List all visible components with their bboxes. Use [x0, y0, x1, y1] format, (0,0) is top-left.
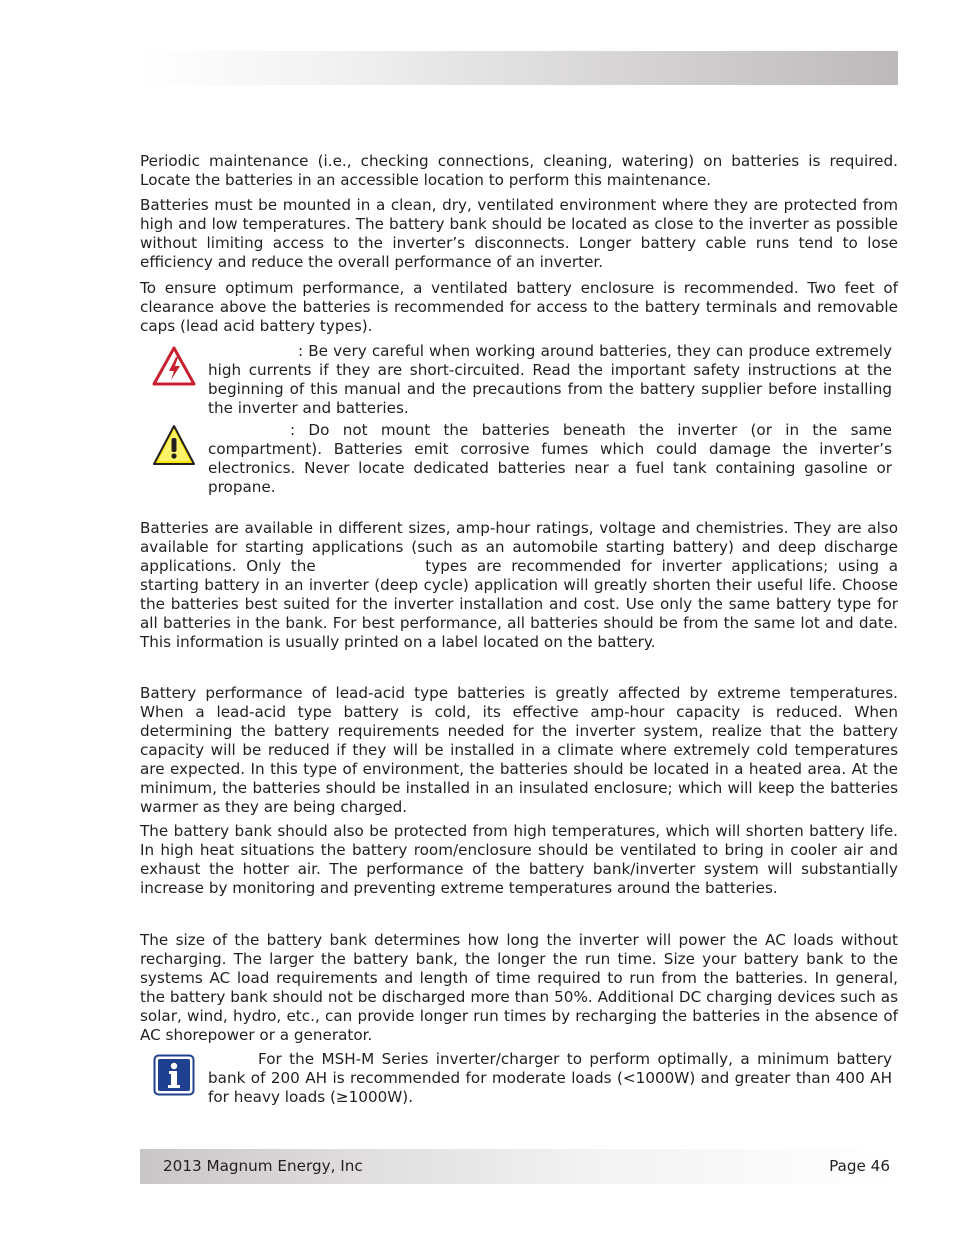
warning-note [208, 342, 892, 418]
caution-text: : Do not mount the batteries beneath the inverter (or in the same compartment). Batteries emit corrosive fumes which could damage the inverter’s electronics. Never locate dedicated batteries near a fuel tank containing gasoline or propane. [208, 421, 892, 496]
paragraph-bank-size: The size of the battery bank determines how long the inverter will power the AC loads without recharging. The larger the battery bank, the longer the run time. Size your battery bank to the systems AC load requirements and length of time required to run from the batteries. In general, the battery bank should not be discharged more than 50%. Additional DC charging devices such as solar, wind, hydro, etc., can provide longer run times by recharging the batteries in the absence of AC shorepower or a generator. [140, 931, 898, 1044]
electrical-hazard-icon [152, 345, 196, 387]
info-note [208, 1050, 892, 1107]
paragraph-maintenance: Periodic maintenance (i.e., checking connections, cleaning, watering) on batteries is required. Locate the batteries in an accessible location to perform this maintenance. [140, 152, 898, 189]
caution-exclamation-icon [152, 423, 196, 467]
header-bar [140, 51, 898, 85]
paragraph-mounting: Batteries must be mounted in a clean, dry, ventilated environment where they are protected from high and low temperatures. The battery bank should be located as close to the inverter as possible without limiting access to the inverter’s disconnects. Longer battery cable runs tend to lose efficiency and reduce the overall performance of an inverter. [140, 196, 898, 271]
battery-types-text-start: Batteries are available in different sizes, amp-hour ratings, voltage and chemistries. They are also available for starting applications (such as an automobile starting battery) and deep discharge applications. Only the [140, 519, 898, 575]
footer-copyright: 2013 Magnum Energy, Inc [163, 1157, 363, 1175]
info-icon [153, 1054, 195, 1096]
paragraph-battery-types [140, 519, 898, 652]
paragraph-temperature-hot: The battery bank should also be protected from high temperatures, which will shorten battery life. In high heat situations the battery room/enclosure should be ventilated to bring in cooler air and exhaust the hotter air. The performance of the battery bank/inverter system will substantially increase by monitoring and preventing extreme temperatures around the batteries. [140, 822, 898, 897]
caution-note [208, 421, 892, 497]
warning-text: : Be very careful when working around batteries, they can produce extremely high currents if they are short-circuited. Read the important safety instructions at the beginning of this manual and the precautions from the battery supplier before installing the inverter and batteries. [208, 342, 892, 417]
paragraph-ventilation: To ensure optimum performance, a ventilated battery enclosure is recommended. Two feet of clearance above the batteries is recommended for access to the battery terminals and removable caps (lead acid battery types). [140, 279, 898, 335]
page-number: Page 46 [829, 1157, 890, 1175]
battery-types-text-end: types are recommended for inverter applications; using a starting battery in an inverter (deep cycle) application will greatly shorten their useful life. Choose the batteries best suited for the inverter installation and cost. Use only the same battery type for all batteries in the bank. For best performance, all batteries should be from the same lot and date. This information is usually printed on a label located on the battery. [140, 557, 899, 651]
paragraph-temperature-cold: Battery performance of lead-acid type batteries is greatly affected by extreme temperatures. When a lead-acid type battery is cold, its effective amp-hour capacity is reduced. When determining the battery requirements needed for the inverter system, realize that the battery capacity will be reduced if they will be installed in a climate where extremely cold temperatures are expected. In this type of environment, the batteries should be located in a heated area. At the minimum, the batteries should be installed in an insulated enclosure; which will keep the batteries warmer as they are being charged. [140, 684, 898, 816]
info-text: For the MSH-M Series inverter/charger to perform optimally, a minimum battery bank of 200 AH is recommended for moderate loads (<1000W) and greater than 400 AH for heavy loads (≥1000W). [208, 1050, 892, 1106]
